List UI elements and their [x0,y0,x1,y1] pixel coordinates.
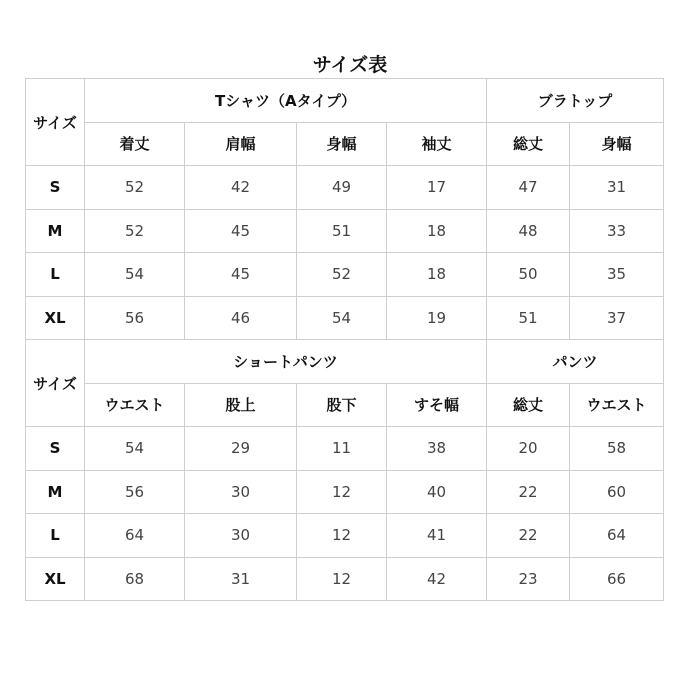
table-cell: 19 [387,296,487,340]
table-cell: 54 [85,427,185,471]
table-row [26,253,664,297]
table-row [26,557,664,601]
table-cell: 29 [185,427,297,471]
column-header: 袖丈 [387,122,487,166]
table-cell: 42 [387,557,487,601]
table-cell: 45 [185,209,297,253]
bottom-group1-header: ショートパンツ [85,340,487,384]
table-row [26,209,664,253]
table-cell: 42 [185,166,297,210]
top-group1-header: Tシャツ（Aタイプ） [85,79,487,123]
table-cell: 52 [85,209,185,253]
bottom-group-header-row [26,340,664,384]
size-column-header: サイズ [26,79,85,166]
table-row [26,514,664,558]
table-row [26,166,664,210]
table-cell: 12 [297,557,387,601]
column-header: ウエスト [85,383,185,427]
table-cell: 22 [487,470,570,514]
table-row [26,470,664,514]
size-label: L [26,514,85,558]
table-cell: 52 [85,166,185,210]
size-label: M [26,470,85,514]
table-cell: 48 [487,209,570,253]
size-table [25,78,664,601]
table-cell: 51 [297,209,387,253]
table-cell: 31 [185,557,297,601]
table-cell: 11 [297,427,387,471]
table-cell: 18 [387,209,487,253]
column-header: 身幅 [570,122,664,166]
table-cell: 60 [570,470,664,514]
table-cell: 22 [487,514,570,558]
table-cell: 64 [85,514,185,558]
size-column-header: サイズ [26,340,85,427]
table-cell: 41 [387,514,487,558]
table-cell: 54 [85,253,185,297]
table-cell: 56 [85,470,185,514]
table-cell: 56 [85,296,185,340]
size-label: S [26,166,85,210]
size-label: M [26,209,85,253]
column-header: ウエスト [570,383,664,427]
table-cell: 12 [297,470,387,514]
table-row [26,296,664,340]
table-cell: 46 [185,296,297,340]
bottom-column-header-row [26,383,664,427]
table-cell: 64 [570,514,664,558]
table-cell: 23 [487,557,570,601]
table-cell: 51 [487,296,570,340]
bottom-group2-header: パンツ [487,340,664,384]
size-label: S [26,427,85,471]
column-header: すそ幅 [387,383,487,427]
table-cell: 40 [387,470,487,514]
top-column-header-row [26,122,664,166]
table-cell: 45 [185,253,297,297]
size-label: XL [26,296,85,340]
column-header: 総丈 [487,122,570,166]
table-cell: 33 [570,209,664,253]
table-cell: 54 [297,296,387,340]
column-header: 身幅 [297,122,387,166]
size-label: L [26,253,85,297]
table-cell: 20 [487,427,570,471]
table-cell: 30 [185,514,297,558]
table-cell: 18 [387,253,487,297]
table-cell: 66 [570,557,664,601]
table-cell: 17 [387,166,487,210]
table-cell: 68 [85,557,185,601]
size-label: XL [26,557,85,601]
column-header: 総丈 [487,383,570,427]
size-table-body [26,79,664,601]
table-cell: 50 [487,253,570,297]
column-header: 股下 [297,383,387,427]
table-cell: 52 [297,253,387,297]
table-cell: 38 [387,427,487,471]
table-cell: 30 [185,470,297,514]
table-cell: 58 [570,427,664,471]
page-title: サイズ表 [312,54,388,76]
table-cell: 35 [570,253,664,297]
table-cell: 12 [297,514,387,558]
column-header: 股上 [185,383,297,427]
top-group2-header: ブラトップ [487,79,664,123]
table-row [26,427,664,471]
table-cell: 47 [487,166,570,210]
table-cell: 49 [297,166,387,210]
column-header: 着丈 [85,122,185,166]
table-cell: 31 [570,166,664,210]
top-group-header-row [26,79,664,123]
column-header: 肩幅 [185,122,297,166]
table-cell: 37 [570,296,664,340]
